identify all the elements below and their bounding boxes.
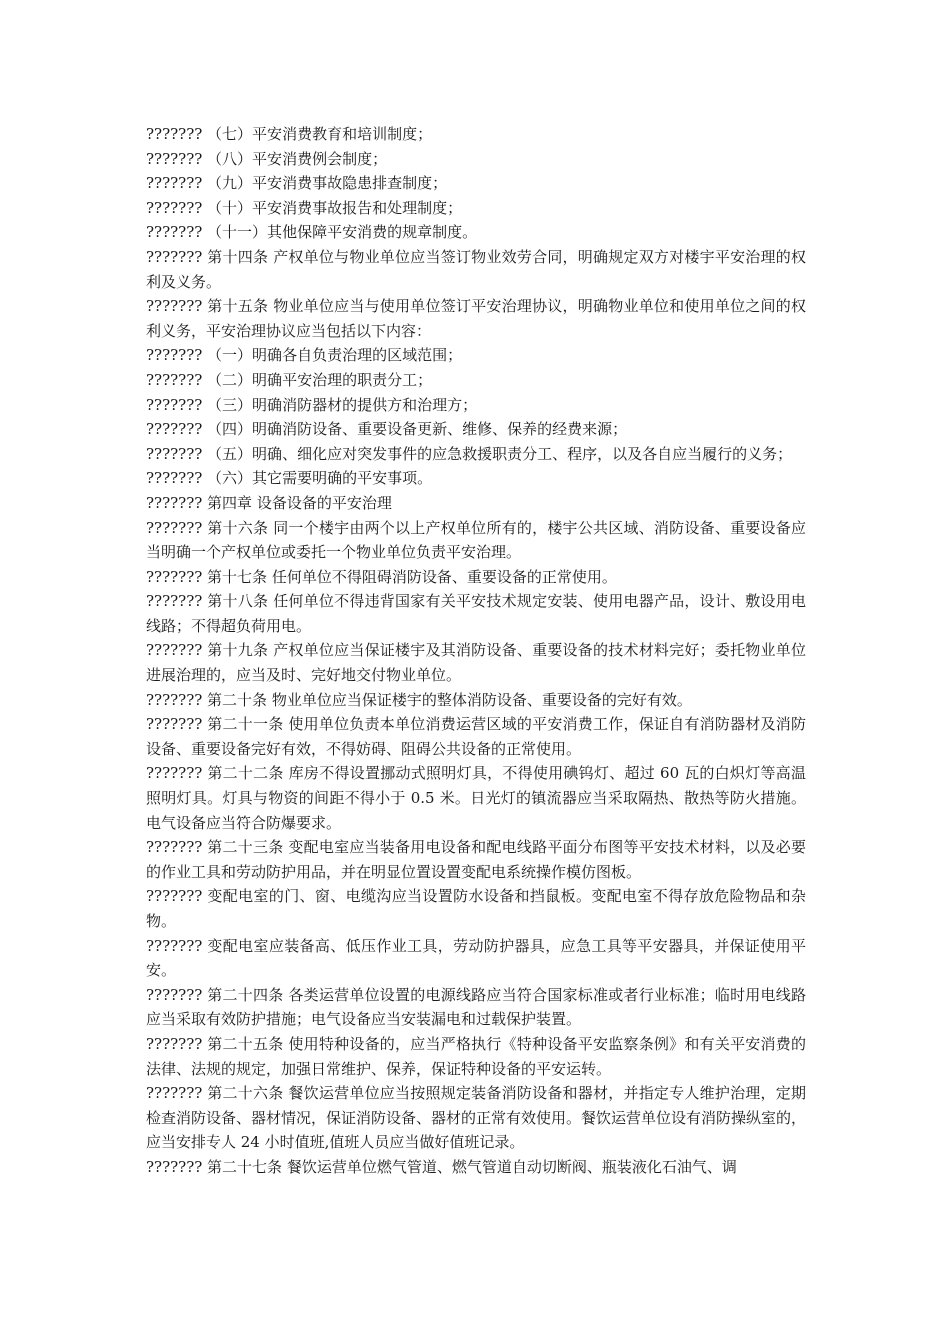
article-17: ??????? 第十七条 任何单位不得阻碍消防设备、重要设备的正常使用。: [146, 567, 617, 586]
article-27: ??????? 第二十七条 餐饮运营单位燃气管道、燃气管道自动切断阀、瓶装液化石油气、调: [146, 1157, 737, 1176]
paragraph-item-7: ??????? （七）平安消费教育和培训制度；: [146, 125, 433, 143]
agreement-item-3: ??????? （三）明确消防器材的提供方和治理方；: [146, 395, 478, 414]
article-22: ??????? 第二十二条 库房不得设置挪动式照明灯具，不得使用碘钨灯、超过 60 瓦的白炽灯等高温照明灯具。灯具与物资的间距不得小于 0.5 米。日光灯的镇流器应当采取隔热、散热等防火措施。电气设备应当符合防爆要求。: [146, 764, 806, 832]
agreement-item-4: ??????? （四）明确消防设备、重要设备更新、维修、保养的经费来源；: [146, 420, 628, 439]
article-25: ??????? 第二十五条 使用特种设备的，应当严格执行《特种设备平安监察条例》和有关平安消费的法律、法规的规定，加强日常维护、保养，保证特种设备的平安运转。: [146, 1034, 806, 1078]
paragraph-item-11: ??????? （十一）其他保障平安消费的规章制度。: [146, 223, 478, 242]
chapter-4-heading: ??????? 第四章 设备设备的平安治理: [146, 493, 392, 512]
agreement-item-6: ??????? （六）其它需要明确的平安事项。: [146, 469, 433, 488]
paragraph-item-8: ??????? （八）平安消费例会制度；: [146, 149, 388, 168]
article-18: ??????? 第十八条 任何单位不得违背国家有关平安技术规定安装、使用电器产品，设计、敷设用电线路；不得超负荷用电。: [146, 592, 806, 635]
agreement-item-1: ??????? （一）明确各自负责治理的区域范围；: [146, 346, 463, 365]
article-23: ??????? 第二十三条 变配电室应当装备用电设备和配电线路平面分布图等平安技术材料，以及必要的作业工具和劳动防护用品，并在明显位置设置变配电系统操作模仿图板。: [146, 838, 806, 881]
article-16: ??????? 第十六条 同一个楼宇由两个以上产权单位所有的，楼宇公共区域、消防设备、重要设备应当明确一个产权单位或委托一个物业单位负责平安治理。: [146, 518, 806, 562]
article-21: ??????? 第二十一条 使用单位负责本单位消费运营区域的平安消费工作，保证自有消防器材及消防设备、重要设备完好有效，不得妨碍、阻碍公共设备的正常使用。: [146, 715, 806, 758]
article-19: ??????? 第十九条 产权单位应当保证楼宇及其消防设备、重要设备的技术材料完好；委托物业单位进展治理的，应当及时、完好地交付物业单位。: [146, 641, 806, 685]
article-23-clause-3: ??????? 变配电室应装备高、低压作业工具，劳动防护器具，应急工具等平安器具，并保证使用平安。: [146, 936, 806, 980]
article-23-clause-2: ??????? 变配电室的门、窗、电缆沟应当设置防水设备和挡鼠板。变配电室不得存放危险物品和杂物。: [146, 887, 806, 930]
article-20: ??????? 第二十条 物业单位应当保证楼宇的整体消防设备、重要设备的完好有效。: [146, 690, 692, 709]
paragraph-item-9: ??????? （九）平安消费事故隐患排查制度；: [146, 174, 448, 193]
article-26: ??????? 第二十六条 餐饮运营单位应当按照规定装备消防设备和器材，并指定专人维护治理，定期检查消防设备、器材情况，保证消防设备、器材的正常有效使用。餐饮运营单位设有消防操纵室的，应当安排专人 24 小时值班,值班人员应当做好值班记录。: [146, 1084, 807, 1152]
article-14: ??????? 第十四条 产权单位与物业单位应当签订物业效劳合同，明确规定双方对楼宇平安治理的权利及义务。: [146, 247, 806, 291]
agreement-item-5: ??????? （五）明确、细化应对突发事件的应急救援职责分工、程序，以及各自应当履行的义务；: [146, 444, 793, 463]
paragraph-item-10: ??????? （十）平安消费事故报告和处理制度；: [146, 198, 463, 217]
agreement-item-2: ??????? （二）明确平安治理的职责分工；: [146, 370, 433, 389]
article-24: ??????? 第二十四条 各类运营单位设置的电源线路应当符合国家标准或者行业标准；临时用电线路应当采取有效防护措施；电气设备应当安装漏电和过载保护装置。: [146, 985, 806, 1029]
article-15: ??????? 第十五条 物业单位应当与使用单位签订平安治理协议，明确物业单位和使用单位之间的权利义务，平安治理协议应当包括以下内容：: [146, 297, 806, 340]
document-body: [146, 122, 806, 1180]
